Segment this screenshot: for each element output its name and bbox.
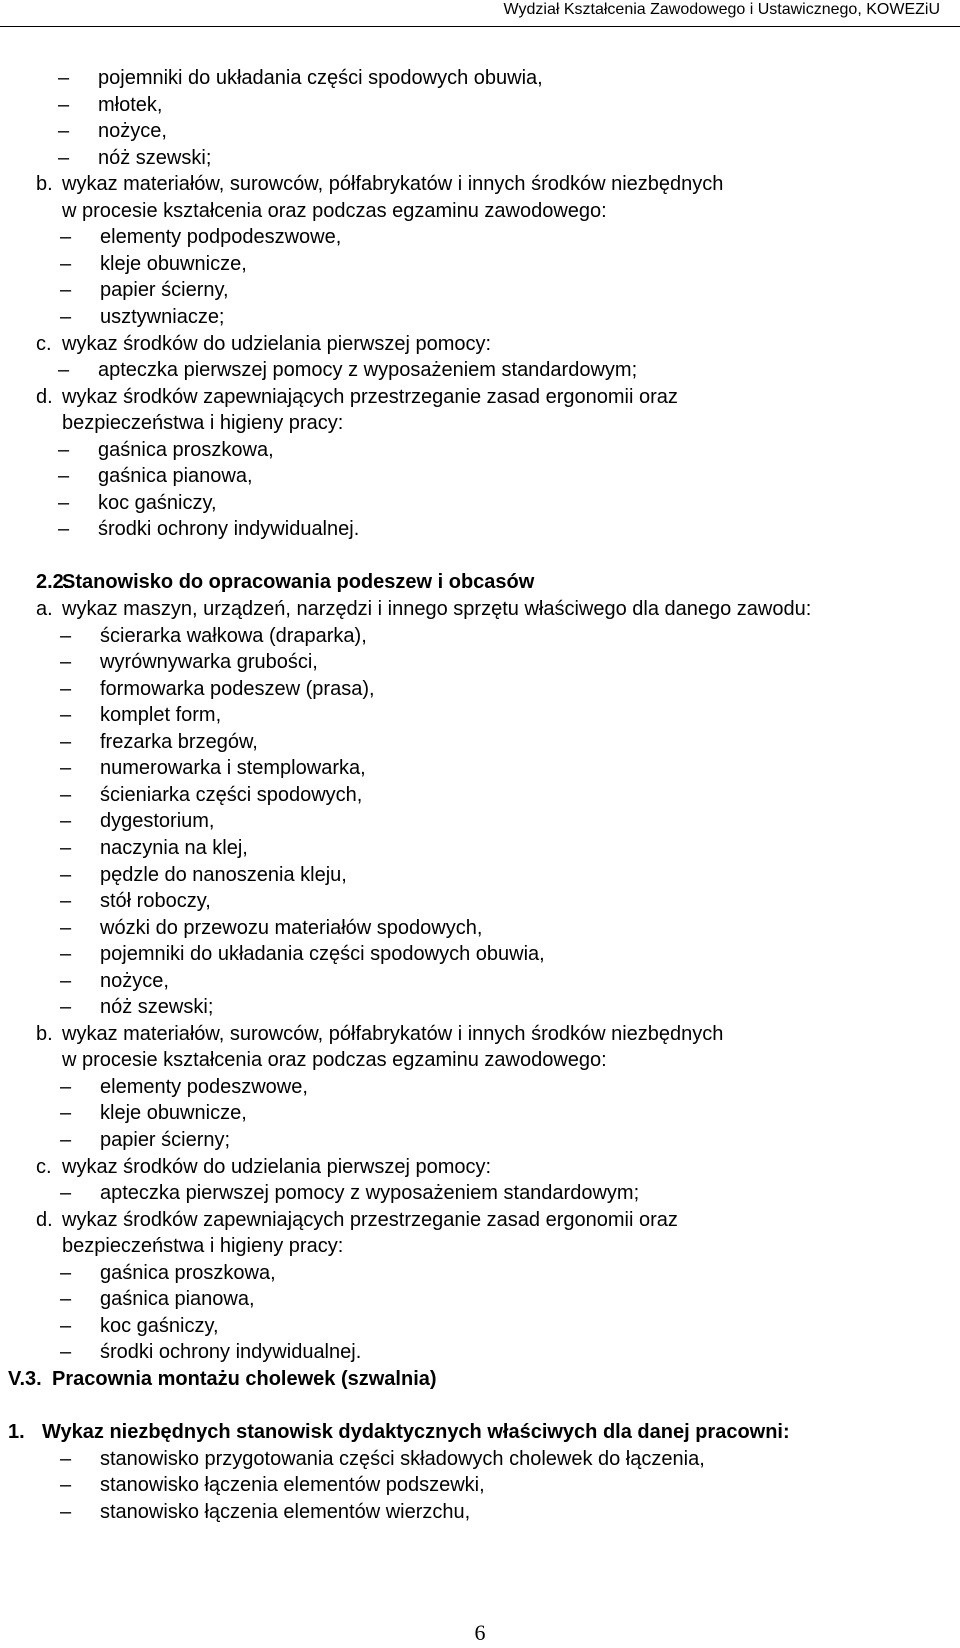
dash-bullet: –: [60, 1182, 72, 1205]
item-text: Stanowisko do opracowania podeszew i obcasów: [62, 571, 535, 594]
list-item-text: naczynia na klej,: [100, 836, 248, 859]
dash-bullet: –: [58, 465, 70, 488]
list-item-text: nóż szewski;: [98, 146, 212, 169]
list-item-text: gaśnica pianowa,: [98, 465, 253, 488]
list-item-text: papier ścierny;: [100, 1129, 231, 1151]
list-item-text: komplet form,: [100, 704, 222, 727]
list-item-text: numerowarka i stemplowarka,: [100, 757, 366, 780]
dash-bullet: –: [60, 996, 72, 1019]
item-text: wykaz środków zapewniających przestrzeganie zasad ergonomii oraz: [62, 1208, 678, 1231]
list-item-text: wózki do przewozu materiałów spodowych,: [100, 916, 483, 939]
dash-bullet: –: [60, 890, 72, 913]
item-marker: b.: [36, 173, 53, 196]
dash-bullet: –: [60, 969, 72, 992]
dash-bullet: –: [60, 677, 72, 700]
item-marker: c.: [36, 332, 52, 355]
dash-bullet: –: [60, 863, 72, 886]
item-text: Pracownia montażu cholewek (szwalnia): [52, 1367, 437, 1390]
list-item-text: dygestorium,: [100, 810, 215, 833]
page-number: 6: [474, 1620, 486, 1645]
dash-bullet: –: [60, 943, 72, 966]
dash-bullet: –: [60, 783, 72, 806]
list-item-text: wyrównywarka grubości,: [100, 651, 318, 674]
item-text: Wykaz niezbędnych stanowisk dydaktycznych właściwych dla danej pracowni:: [42, 1421, 790, 1444]
dash-bullet: –: [60, 1474, 72, 1497]
item-text: wykaz materiałów, surowców, półfabrykatów i innych środków niezbędnych: [62, 173, 724, 196]
list-item-text: elementy podpodeszwowe,: [100, 226, 342, 249]
dash-bullet: –: [60, 704, 72, 727]
list-item-text: ścieniarka części spodowych,: [100, 783, 363, 806]
list-item-text: formowarka podeszew (prasa),: [100, 677, 375, 700]
list-item-text: apteczka pierwszej pomocy z wyposażeniem standardowym;: [98, 359, 638, 382]
list-item-text: nożyce,: [100, 969, 169, 992]
dash-bullet: –: [60, 1447, 72, 1470]
item-marker: a.: [36, 598, 53, 620]
list-item-text: kleje obuwnicze,: [100, 252, 247, 275]
dash-bullet: –: [60, 624, 72, 647]
item-text: wykaz materiałów, surowców, półfabrykatów i innych środków niezbędnych: [62, 1022, 724, 1045]
dash-bullet: –: [60, 916, 72, 939]
list-item-text: stanowisko przygotowania części składowych cholewek do łączenia,: [100, 1447, 705, 1470]
dash-bullet: –: [60, 810, 72, 833]
dash-bullet: –: [58, 491, 70, 514]
list-item-text: środki ochrony indywidualnej.: [98, 518, 360, 541]
continuation-text: w procesie kształcenia oraz podczas egzaminu zawodowego:: [62, 199, 607, 222]
list-item-text: papier ścierny,: [100, 279, 229, 302]
list-item-text: gaśnica proszkowa,: [100, 1261, 276, 1284]
dash-bullet: –: [60, 305, 72, 328]
list-item-text: gaśnica pianowa,: [100, 1288, 255, 1311]
list-item-text: pędzle do nanoszenia kleju,: [100, 863, 347, 886]
list-item-text: nożyce,: [98, 120, 167, 143]
dash-bullet: –: [60, 1288, 72, 1311]
list-item-text: środki ochrony indywidualnej.: [100, 1341, 362, 1364]
dash-bullet: –: [60, 1075, 72, 1098]
header-text: Wydział Kształcenia Zawodowego i Ustawicznego, KOWEZiU: [503, 1, 940, 18]
list-item-text: koc gaśniczy,: [100, 1314, 219, 1337]
continuation-text: w procesie kształcenia oraz podczas egzaminu zawodowego:: [62, 1049, 607, 1072]
dash-bullet: –: [60, 836, 72, 859]
dash-bullet: –: [58, 93, 70, 116]
list-item-text: elementy podeszwowe,: [100, 1075, 308, 1098]
item-text: wykaz środków do udzielania pierwszej pomocy:: [62, 1155, 492, 1178]
dash-bullet: –: [60, 1314, 72, 1337]
item-marker: d.: [36, 385, 53, 408]
list-item-text: usztywniacze;: [100, 305, 225, 328]
list-item-text: ścierarka wałkowa (draparka),: [100, 624, 367, 647]
list-item-text: koc gaśniczy,: [98, 491, 217, 514]
list-item-text: stół roboczy,: [100, 890, 211, 913]
dash-bullet: –: [58, 438, 70, 461]
dash-bullet: –: [60, 279, 72, 302]
dash-bullet: –: [60, 1500, 72, 1523]
list-item-text: stanowisko łączenia elementów podszewki,: [100, 1474, 485, 1497]
list-item-text: młotek,: [98, 93, 163, 116]
item-text: wykaz maszyn, urządzeń, narzędzi i innego sprzętu właściwego dla danego zawodu:: [62, 598, 812, 620]
item-marker: 2.2.: [36, 571, 70, 594]
dash-bullet: –: [58, 518, 70, 541]
dash-bullet: –: [60, 1341, 72, 1364]
item-marker: 1.: [8, 1421, 25, 1444]
dash-bullet: –: [60, 252, 72, 275]
dash-bullet: –: [60, 730, 72, 753]
dash-bullet: –: [58, 120, 70, 143]
item-marker: b.: [36, 1022, 53, 1045]
continuation-text: bezpieczeństwa i higieny pracy:: [62, 412, 344, 435]
list-item-text: pojemniki do układania części spodowych obuwia,: [98, 67, 543, 89]
item-marker: V.3.: [8, 1367, 42, 1390]
item-marker: d.: [36, 1208, 53, 1231]
continuation-text: bezpieczeństwa i higieny pracy:: [62, 1235, 344, 1258]
item-text: wykaz środków zapewniających przestrzeganie zasad ergonomii oraz: [62, 385, 678, 408]
dash-bullet: –: [60, 226, 72, 249]
list-item-text: kleje obuwnicze,: [100, 1102, 247, 1125]
dash-bullet: –: [60, 1129, 72, 1151]
list-item-text: apteczka pierwszej pomocy z wyposażeniem standardowym;: [100, 1182, 640, 1205]
dash-bullet: –: [60, 651, 72, 674]
list-item-text: frezarka brzegów,: [100, 730, 258, 753]
dash-bullet: –: [60, 1102, 72, 1125]
dash-bullet: –: [58, 146, 70, 169]
list-item-text: nóż szewski;: [100, 996, 214, 1019]
dash-bullet: –: [58, 359, 70, 382]
item-marker: c.: [36, 1155, 52, 1178]
dash-bullet: –: [60, 757, 72, 780]
list-item-text: stanowisko łączenia elementów wierzchu,: [100, 1500, 471, 1523]
list-item-text: pojemniki do układania części spodowych obuwia,: [100, 943, 545, 966]
dash-bullet: –: [58, 67, 70, 89]
item-text: wykaz środków do udzielania pierwszej pomocy:: [62, 332, 492, 355]
list-item-text: gaśnica proszkowa,: [98, 438, 274, 461]
dash-bullet: –: [60, 1261, 72, 1284]
